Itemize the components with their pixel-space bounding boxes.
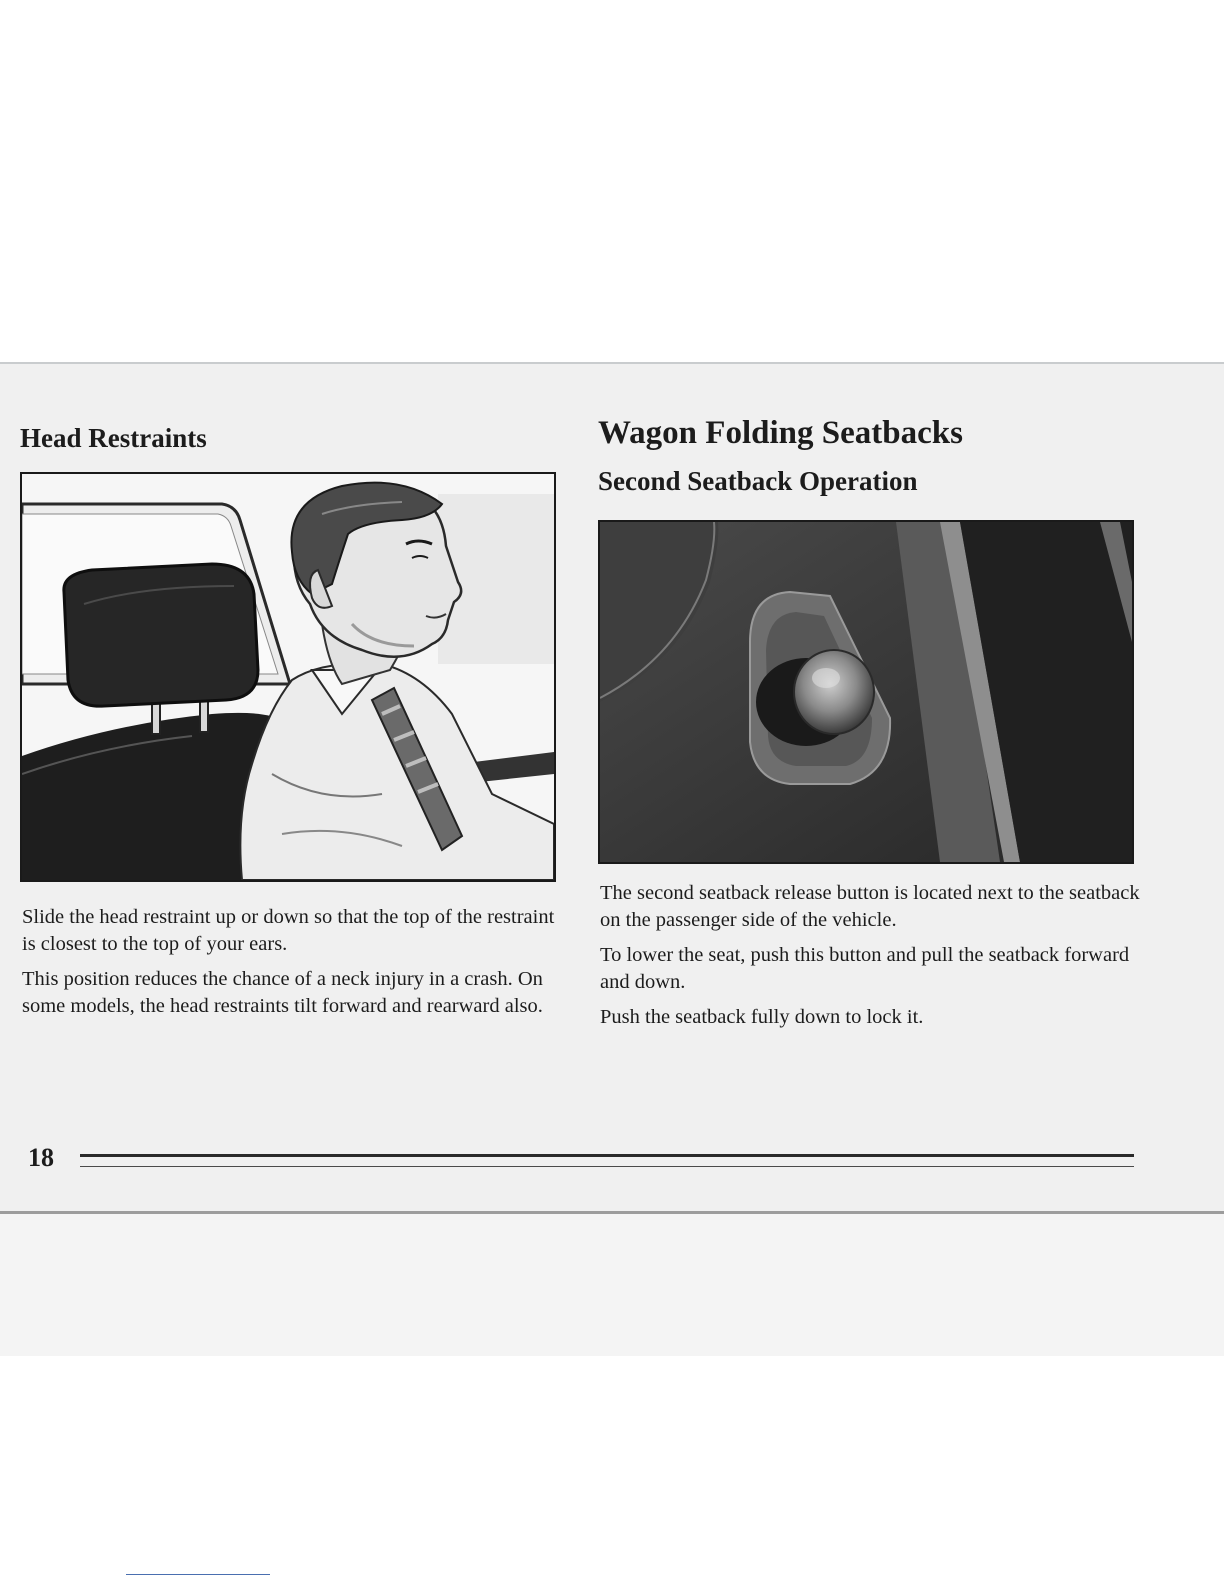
seatback-paragraph-2: To lower the seat, push this button and pull the seatback forward and down.: [600, 944, 1130, 993]
footer-rule-thin: [80, 1166, 1134, 1167]
seatback-paragraph-3: Push the seatback fully down to lock it.: [600, 1006, 924, 1028]
head-restraints-heading: Head Restraints: [20, 423, 207, 453]
second-seatback-heading: Second Seatback Operation: [598, 466, 918, 496]
seatback-text: [600, 880, 1140, 1039]
scan-margin: [0, 1214, 1224, 1356]
head-restraints-text: [22, 904, 562, 1028]
wagon-seatbacks-section: [598, 408, 1140, 1028]
driver-head-restraint-drawing: [22, 474, 554, 880]
seatback-release-photo: [598, 520, 1134, 864]
head-restraints-paragraph-1: Slide the head restraint up or down so that the top of the restraint is closest to the top of your ears.: [22, 906, 555, 955]
page-footer: [28, 1140, 1138, 1176]
release-button-photo: [600, 522, 1132, 862]
page-number: 18: [28, 1143, 54, 1172]
wagon-seatbacks-heading: Wagon Folding Seatbacks: [598, 415, 963, 451]
head-restraint-illustration: [20, 472, 556, 882]
head-restraints-section: [20, 412, 560, 1017]
stray-line: [126, 1574, 270, 1575]
seatback-paragraph-1: The second seatback release button is located next to the seatback on the passenger side of the vehicle.: [600, 882, 1140, 931]
manual-page: [0, 362, 1224, 1214]
footer-rule: [80, 1154, 1134, 1157]
head-restraints-paragraph-2: This position reduces the chance of a neck injury in a crash. On some models, the head restraints tilt forward and rearward also.: [22, 968, 543, 1017]
